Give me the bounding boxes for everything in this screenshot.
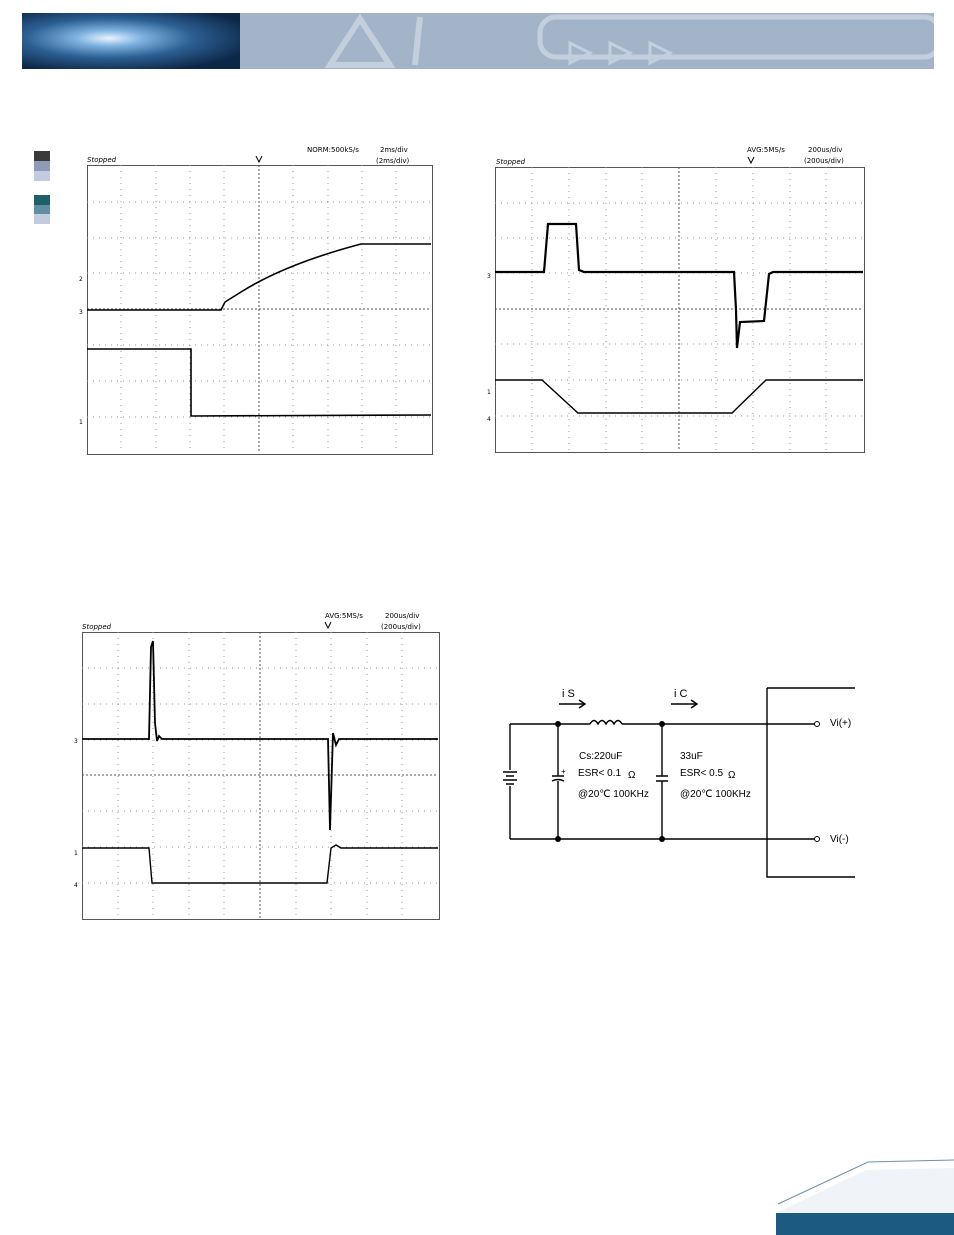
cs-esr: ESR< 0.1 xyxy=(578,768,622,779)
scope1-timebase-paren: (2ms/div) xyxy=(376,157,410,165)
footer-swoosh xyxy=(776,1158,954,1214)
node-dot xyxy=(659,721,665,727)
scope2-status: Stopped xyxy=(496,158,526,166)
swatch-light xyxy=(34,171,50,181)
header-banner xyxy=(22,13,934,69)
node-dot xyxy=(555,836,561,842)
svg-text:2: 2 xyxy=(79,276,83,283)
scope2-timebase: 200us/div xyxy=(808,146,843,154)
c2-esr: ESR< 0.5 xyxy=(680,768,724,779)
swatch-dark xyxy=(34,151,50,161)
cs-temp: @20℃ 100KHz xyxy=(578,789,649,800)
svg-text:1: 1 xyxy=(74,850,78,857)
svg-text:3: 3 xyxy=(487,273,491,280)
schematic-drawing xyxy=(495,680,865,885)
terminal-vin-plus xyxy=(815,722,820,727)
svg-text:1: 1 xyxy=(79,419,83,426)
scope1-timebase: 2ms/div xyxy=(380,146,408,154)
scope3-status: Stopped xyxy=(82,623,112,631)
header-watermark-logo xyxy=(240,13,934,69)
svg-text:4: 4 xyxy=(487,416,491,423)
scope1-status: Stopped xyxy=(87,156,117,164)
svg-text:3: 3 xyxy=(74,738,78,745)
cs-ohm: Ω xyxy=(628,770,636,781)
scope1-graticule xyxy=(78,150,438,455)
node-dot xyxy=(659,836,665,842)
is-label: i S xyxy=(562,688,575,700)
header-photo xyxy=(22,13,240,69)
c2-value: 33uF xyxy=(680,751,703,762)
scope2-graticule xyxy=(486,150,866,453)
svg-text:1: 1 xyxy=(487,389,491,396)
footer-bar xyxy=(776,1213,954,1235)
scope3-timebase: 200us/div xyxy=(385,612,420,620)
cs-value: Cs:220uF xyxy=(579,751,623,762)
svg-text:+: + xyxy=(561,767,566,776)
scope2-timebase-paren: (200us/div) xyxy=(804,157,844,165)
svg-text:3: 3 xyxy=(79,309,83,316)
c2-temp: @20℃ 100KHz xyxy=(680,789,751,800)
node-dot xyxy=(555,721,561,727)
swatch-teal xyxy=(34,195,50,205)
terminal-vin-minus xyxy=(815,837,820,842)
swatch-teal-light xyxy=(34,214,50,224)
vin-plus-label: Vi(+) xyxy=(830,718,852,729)
c2-ohm: Ω xyxy=(728,770,736,781)
scope3-trigger-mode: AVG:5MS/s xyxy=(325,612,363,620)
scope3-graticule xyxy=(73,615,443,920)
scope2-trigger-mode: AVG:5MS/s xyxy=(747,146,785,154)
svg-text:4: 4 xyxy=(74,882,78,889)
swatch-mid xyxy=(34,161,50,171)
vin-minus-label: Vi(-) xyxy=(830,834,849,845)
scope3-timebase-paren: (200us/div) xyxy=(381,623,421,631)
scope1-trigger-mode: NORM:500kS/s xyxy=(307,146,359,154)
ic-label: i C xyxy=(674,688,688,700)
